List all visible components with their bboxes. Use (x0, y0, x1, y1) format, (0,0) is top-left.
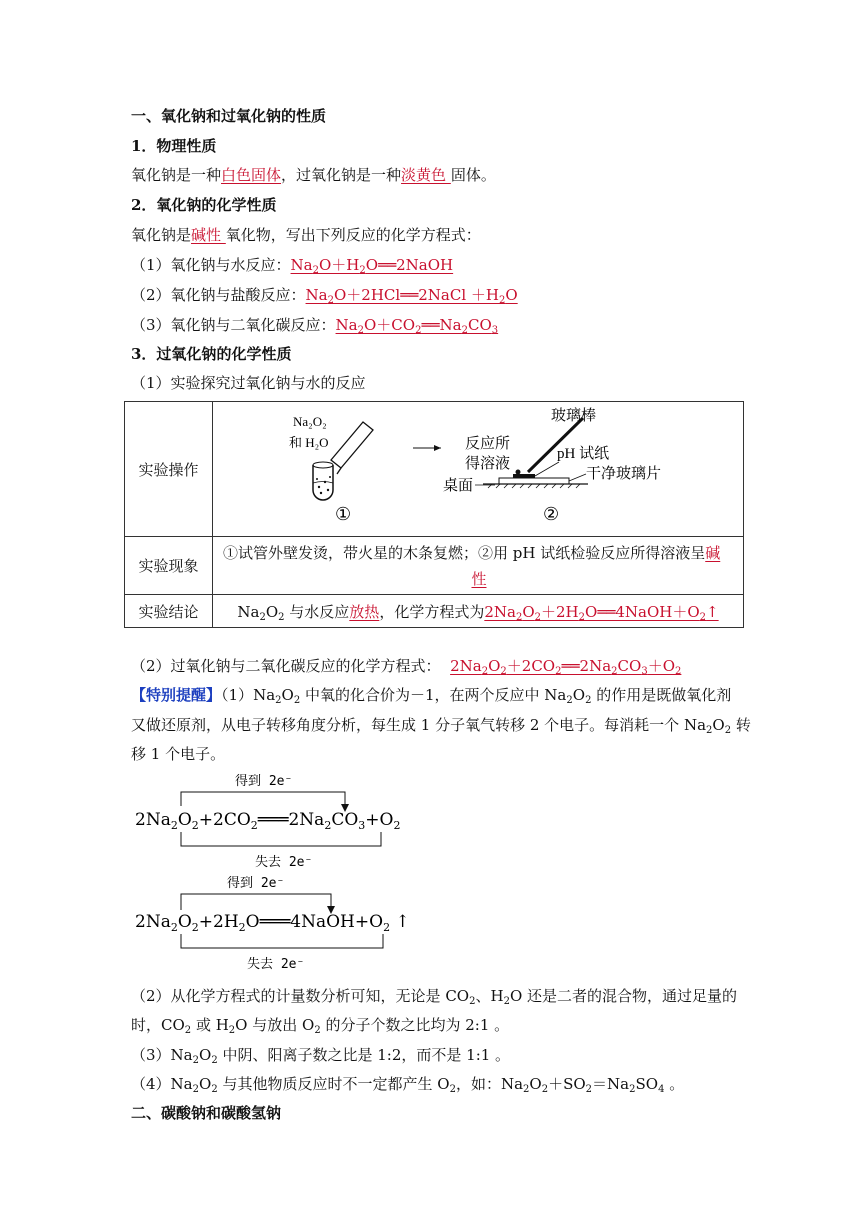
answer-basic: 碱性 (191, 226, 226, 244)
gain-label-1: 得到 2e⁻ (235, 774, 293, 789)
gain-label-2: 得到 2e⁻ (227, 876, 285, 891)
loss-label-1: 失去 2e⁻ (255, 855, 313, 870)
reaction-label: （1）氧化钠与水反应： (131, 256, 291, 274)
text: 与水反应 (289, 602, 350, 621)
reaction-label: （3）氧化钠与二氧化碳反应： (131, 316, 336, 334)
desk-surface (483, 484, 588, 488)
section-title-1: 一、氧化钠和过氧化钠的性质 (131, 107, 327, 125)
text: ，过氧化钠是一种 (281, 166, 402, 184)
glass-rod-label: 玻璃棒 (551, 408, 597, 424)
row-label-phenomenon: 实验现象 (125, 537, 213, 595)
reagent-label-b: 和 H₂O (289, 435, 329, 450)
experiment-figure (213, 402, 743, 532)
glass-slide (499, 478, 569, 484)
na2o-basic-text (131, 225, 481, 245)
equation-2: $2Na_2O_2+2H_2O═══4NaOH+O_2$ ↑ (135, 912, 410, 934)
text: ，如： (455, 1075, 501, 1093)
text: （2）从化学方程式的计量数分析可知，无论是 (131, 987, 441, 1005)
physical-properties-text (131, 165, 496, 185)
answer-pale-yellow: 淡黄色 (401, 166, 451, 184)
text: 的作用是既做氧化剂 (596, 686, 732, 704)
phenomenon-cell (213, 537, 744, 595)
subheading-physical: 1．物理性质 (131, 137, 217, 155)
solution-label-a: 反应所 (465, 436, 511, 452)
text: 还是二者的混合物，通过足量的 (527, 987, 738, 1005)
loss-label-2: 失去 2e⁻ (247, 957, 305, 972)
answer-exothermic: 放热 (349, 602, 380, 621)
solution-drop (516, 470, 521, 475)
na2o2-co2-line (131, 656, 681, 676)
table-row (125, 595, 744, 628)
text: 氧化物，写出下列反应的化学方程式： (225, 226, 481, 244)
text: 中阴、阳离子数之比是 1:2，而不是 1:1 。 (222, 1046, 511, 1064)
glass-slide-label: 干净玻璃片 (586, 466, 662, 482)
ph-paper-label: pH 试纸 (557, 446, 610, 462)
answer-alkaline-2: 性 (471, 569, 487, 588)
experiment-figure-cell (213, 402, 744, 537)
tip-2-line-1: （2）从化学方程式的计量数分析可知，无论是 $CO_2$、$H_2O$ 还是二者的混合物，通过足量的 (131, 987, 738, 1007)
text: 氧化钠是一种 (131, 166, 222, 184)
step-label-2: ② (543, 504, 560, 525)
tip-2-line-2: 时，$CO_2$ 或 $H_2O$ 与放出 $O_2$ 的分子个数之比均为 2:1 。 (131, 1016, 510, 1036)
text: 与其他物质反应时不一定都产生 (222, 1075, 433, 1093)
tip-4: $(4)Na_2O_2$ 与其他物质反应时不一定都产生 $O_2$，如：$Na_2O_2+SO_2=Na_2SO_4$ 。 (131, 1075, 685, 1095)
experiment-intro: （1）实验探究过氧化钠与水的反应 (131, 374, 366, 392)
equation-na2o2-so2: $Na_2O_2+SO_2=Na_2SO_4$ (500, 1075, 665, 1095)
test-tube-icon (313, 462, 333, 500)
reaction-label: （2）氧化钠与盐酸反应： (131, 286, 306, 304)
dropper-icon (331, 422, 373, 474)
equation-na2o-hcl: $Na_2O+2HCl══2NaCl +H_2O$ (305, 286, 518, 306)
tip-line-1: 【特别提醒】$(1)Na_2O_2$ 中氧的化合价为－1，在两个反应中 $Na_2O_2$ 的作用是既做氧化剂 (131, 686, 732, 706)
text: 。 (664, 1075, 685, 1093)
reaction-label: （2）过氧化钠与二氧化碳反应的化学方程式： (131, 657, 441, 675)
tip-line-3: 移 1 个电子。 (131, 745, 226, 763)
text: 氧化钠是 (131, 226, 192, 244)
equation-na2o2-h2o: $2Na_2O_2+2H_2O══4NaOH+O_2↑$ (484, 602, 719, 623)
equation-1: $2Na_2O_2+2CO_2═══2Na_2CO_3+O_2$ (135, 810, 401, 832)
reagent-label-a: Na₂O₂ (293, 414, 327, 429)
experiment-table (124, 401, 744, 628)
subheading-na2o2-chemical: 3．过氧化钠的化学性质 (131, 345, 292, 363)
tip-3: $(3)Na_2O_2$ 中阴、阳离子数之比是 1:2，而不是 1:1 。 (131, 1046, 511, 1066)
equation-na2o-co2: $Na_2O+CO_2══Na_2CO_3$ (335, 316, 499, 336)
electron-transfer-diagram-2 (125, 872, 545, 972)
text: ①试管外壁发烫，带火星的木条复燃；②用 pH 试纸检验反应所得溶液呈 (223, 543, 706, 562)
solution-label-b: 得溶液 (465, 456, 511, 472)
tip-line-2: 又做还原剂，从电子转移角度分析，每生成 1 分子氧气转移 2 个电子。每消耗一个 $Na_2O_2$ 转 (131, 716, 751, 736)
text: （3） (131, 1046, 171, 1064)
text: 中氧的化合价为－1，在两个反应中 (304, 686, 540, 704)
table-row (125, 537, 744, 595)
desk-label: 桌面 (443, 478, 474, 494)
subheading-na2o-chemical: 2．氧化钠的化学性质 (131, 196, 277, 214)
text: 与放出 (252, 1016, 298, 1034)
text: 又做还原剂，从电子转移角度分析，每生成 1 分子氧气转移 2 个电子。每消耗一个 (131, 716, 680, 734)
electron-transfer-diagram-1 (125, 770, 545, 870)
tip-tag: 【特别提醒】 (131, 686, 222, 704)
answer-white-solid: 白色固体 (221, 166, 282, 184)
answer-alkaline: 碱 (705, 543, 721, 562)
section-title-2: 二、碳酸钠和碳酸氢钠 (131, 1104, 282, 1122)
text: 固体。 (450, 166, 496, 184)
row-label-operation: 实验操作 (125, 402, 213, 537)
ph-paper (513, 474, 535, 478)
text: （4） (131, 1075, 171, 1093)
text: 转 (735, 716, 751, 734)
reaction-3 (131, 315, 498, 335)
arrow-right-icon (413, 445, 441, 451)
table-row (125, 402, 744, 537)
equation-na2o2-co2: $2Na_2O_2+2CO_2══2Na_2CO_3+O_2$ (450, 657, 682, 677)
reaction-2 (131, 285, 518, 305)
equation-na2o-h2o: $Na_2O+H_2O══2NaOH$ (290, 256, 454, 276)
text: （1） (221, 686, 254, 704)
step-label-1: ① (335, 504, 352, 525)
conclusion-cell: $Na_2O_2$ 与水反应放热，化学方程式为$2Na_2O_2+2H_2O══4NaOH+O_2↑$ (213, 595, 744, 628)
text: ，化学方程式为 (379, 602, 485, 621)
row-label-conclusion: 实验结论 (125, 595, 213, 628)
reaction-1 (131, 255, 453, 275)
text: 时， (131, 1016, 162, 1034)
text: 的分子个数之比均为 2:1 。 (325, 1016, 510, 1034)
